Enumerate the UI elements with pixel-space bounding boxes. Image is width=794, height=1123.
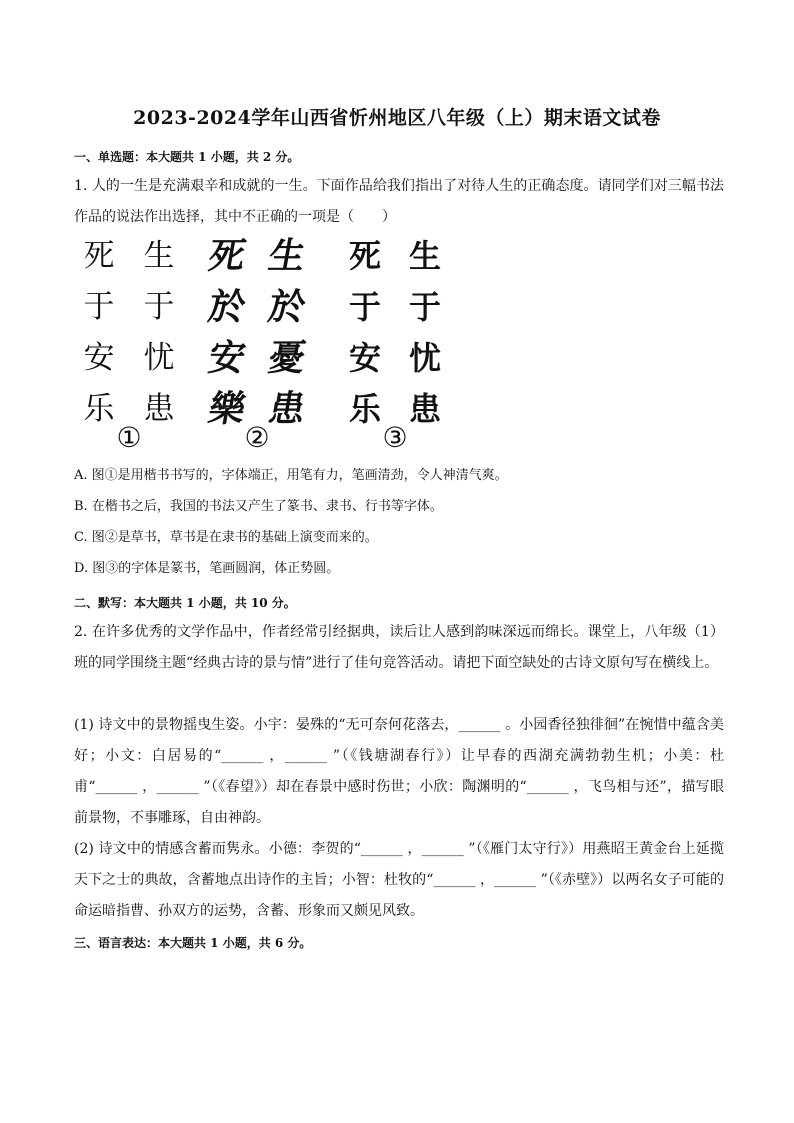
glyph: 安 <box>83 339 115 376</box>
glyph: 患 <box>143 390 175 427</box>
glyph: 憂 <box>265 336 309 379</box>
glyph: 于 <box>348 287 381 326</box>
glyph: 生 <box>265 234 309 277</box>
glyph: 生 <box>408 236 441 275</box>
option-d: D. 图③的字体是篆书，笔画圆润，体正势圆。 <box>74 561 340 576</box>
glyph: 死 <box>348 236 381 275</box>
glyph: 樂 <box>205 387 249 430</box>
option-c: C. 图②是草书，草书是在隶书的基础上演变而来的。 <box>74 530 378 545</box>
section-heading-dictation: 二、默写：本大题共 1 小题，共 10 分。 <box>74 596 296 610</box>
section-heading-language-expression: 三、语言表达：本大题共 1 小题，共 6 分。 <box>74 936 312 950</box>
figure-label-2: ② <box>244 421 270 454</box>
question-2-part-1: (1) 诗文中的景物摇曳生姿。小宇：晏殊的“无可奈何花落去，______ 。小园香径独徘徊”在惋惜中蕴含美好；小文：白居易的“______ ，______ ”（《钱塘湖春行》）让早春的西湖充满勃勃生机；小美：杜甫“______ ，______ ”（《春望》）却在春景中感时伤世；小欣：陶渊明的“______ ，飞鸟相与还”，描写眼前景物，不事雕琢，自由神韵。 <box>74 717 724 826</box>
glyph: 安 <box>348 338 381 377</box>
glyph: 死 <box>83 237 115 274</box>
section-heading-single-choice: 一、单选题：本大题共 1 小题，共 2 分。 <box>74 150 300 164</box>
calligraphy-figure <box>74 230 441 460</box>
glyph: 於 <box>265 285 309 328</box>
glyph: 于 <box>408 287 441 326</box>
option-a: A. 图①是用楷书书写的，字体端正，用笔有力，笔画清劲，令人神清气爽。 <box>74 468 508 483</box>
glyph: 生 <box>143 237 175 274</box>
glyph: 患 <box>408 389 441 428</box>
glyph: 于 <box>83 288 115 325</box>
calligraphy-work-3 <box>340 230 450 434</box>
glyph: 于 <box>143 288 175 325</box>
glyph: 乐 <box>83 390 115 427</box>
glyph: 乐 <box>348 389 381 428</box>
glyph: 於 <box>205 285 249 328</box>
question-1-stem: 1. 人的一生是充满艰辛和成就的一生。下面作品给我们指出了对待人生的正确态度。请同学们对三幅书法作品的说法作出选择，其中不正确的一项是（ ） <box>74 178 724 225</box>
figure-label-3: ③ <box>382 421 408 454</box>
figure-label-1: ① <box>116 421 142 454</box>
glyph: 患 <box>265 387 309 430</box>
calligraphy-work-2 <box>202 230 312 434</box>
glyph: 忧 <box>143 339 175 376</box>
option-b: B. 在楷书之后，我国的书法又产生了篆书、隶书、行书等字体。 <box>74 499 443 514</box>
calligraphy-work-1 <box>74 230 184 434</box>
glyph: 安 <box>205 336 249 379</box>
glyph: 忧 <box>408 338 441 377</box>
glyph: 死 <box>205 234 249 277</box>
page-title: 2023-2024学年山西省忻州地区八年级（上）期末语文试卷 <box>133 107 661 129</box>
question-2-stem: 2. 在许多优秀的文学作品中，作者经常引经据典，读后让人感到韵味深远而绵长。课堂上，八年级（1）班的同学围绕主题“经典古诗的景与情”进行了佳句竞答活动。请把下面空缺处的古诗文原句写在横线上。 <box>74 624 724 671</box>
question-2-part-2: (2) 诗文中的情感含蓄而隽永。小德：李贺的“______ ，______ ”（《雁门太守行》）用燕昭王黄金台上延揽天下之士的典故，含蓄地点出诗作的主旨；小智：杜牧的“______ ，______ ”（《赤壁》）以两名女子可能的命运暗指曹、孙双方的运势，含蓄、形象而又颇见风致。 <box>74 841 724 919</box>
